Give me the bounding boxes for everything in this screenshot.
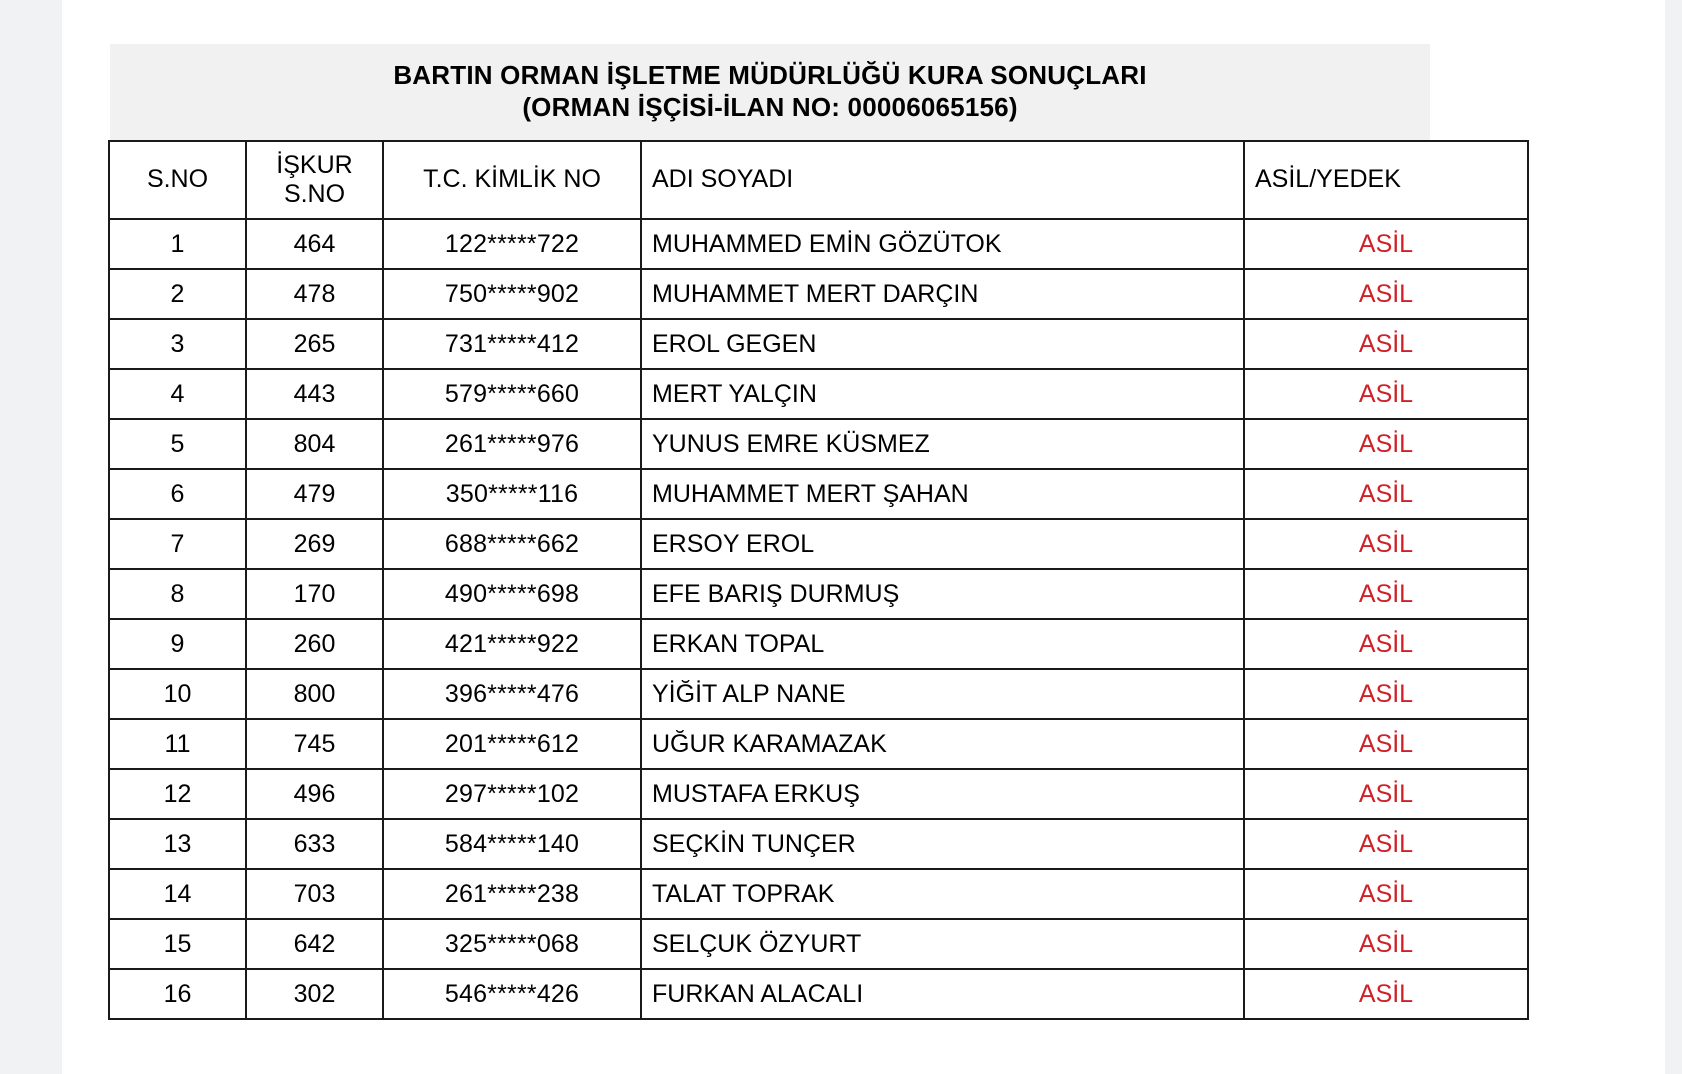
document-page — [62, 0, 1665, 1074]
document-title-secondary: (ORMAN İŞÇİSİ-İLAN NO: 00006065156) — [522, 92, 1018, 122]
cell-iskur-sno: 642 — [246, 919, 383, 969]
cell-iskur-sno: 464 — [246, 219, 383, 269]
cell-iskur-sno: 479 — [246, 469, 383, 519]
cell-iskur-sno: 170 — [246, 569, 383, 619]
table-row — [109, 819, 1528, 869]
table-row — [109, 919, 1528, 969]
cell-iskur-sno: 804 — [246, 419, 383, 469]
table-row — [109, 369, 1528, 419]
cell-adi-soyadi: FURKAN ALACALI — [641, 969, 1244, 1019]
cell-adi-soyadi: YİĞİT ALP NANE — [641, 669, 1244, 719]
kura-results-table — [108, 140, 1529, 1020]
cell-adi-soyadi: MUHAMMED EMİN GÖZÜTOK — [641, 219, 1244, 269]
cell-asil-yedek: ASİL — [1244, 469, 1528, 519]
table-row — [109, 569, 1528, 619]
cell-tc-kimlik-no: 421*****922 — [383, 619, 641, 669]
document-title-primary: BARTIN ORMAN İŞLETME MÜDÜRLÜĞÜ KURA SONUÇLARI — [393, 60, 1147, 91]
cell-asil-yedek: ASİL — [1244, 219, 1528, 269]
table-body — [109, 219, 1528, 1019]
cell-adi-soyadi: SEÇKİN TUNÇER — [641, 819, 1244, 869]
table-row — [109, 419, 1528, 469]
cell-asil-yedek: ASİL — [1244, 319, 1528, 369]
cell-tc-kimlik-no: 731*****412 — [383, 319, 641, 369]
cell-adi-soyadi: MUHAMMET MERT ŞAHAN — [641, 469, 1244, 519]
cell-tc-kimlik-no: 490*****698 — [383, 569, 641, 619]
cell-tc-kimlik-no: 261*****976 — [383, 419, 641, 469]
cell-tc-kimlik-no: 122*****722 — [383, 219, 641, 269]
cell-sno: 5 — [109, 419, 246, 469]
cell-sno: 7 — [109, 519, 246, 569]
cell-sno: 2 — [109, 269, 246, 319]
column-header-iskur-sno — [246, 141, 383, 219]
cell-adi-soyadi: MUSTAFA ERKUŞ — [641, 769, 1244, 819]
cell-adi-soyadi: UĞUR KARAMAZAK — [641, 719, 1244, 769]
cell-asil-yedek: ASİL — [1244, 419, 1528, 469]
cell-sno: 15 — [109, 919, 246, 969]
table-row — [109, 969, 1528, 1019]
cell-tc-kimlik-no: 350*****116 — [383, 469, 641, 519]
cell-sno: 16 — [109, 969, 246, 1019]
table-row — [109, 669, 1528, 719]
cell-sno: 8 — [109, 569, 246, 619]
cell-tc-kimlik-no: 325*****068 — [383, 919, 641, 969]
cell-sno: 3 — [109, 319, 246, 369]
table-row — [109, 219, 1528, 269]
column-header-tc-kimlik-no: T.C. KİMLİK NO — [383, 141, 641, 219]
table-header-row — [109, 141, 1528, 219]
cell-tc-kimlik-no: 546*****426 — [383, 969, 641, 1019]
cell-adi-soyadi: MERT YALÇIN — [641, 369, 1244, 419]
cell-asil-yedek: ASİL — [1244, 369, 1528, 419]
cell-adi-soyadi: EFE BARIŞ DURMUŞ — [641, 569, 1244, 619]
cell-asil-yedek: ASİL — [1244, 269, 1528, 319]
cell-sno: 1 — [109, 219, 246, 269]
table-row — [109, 619, 1528, 669]
cell-iskur-sno: 496 — [246, 769, 383, 819]
cell-iskur-sno: 443 — [246, 369, 383, 419]
table-row — [109, 469, 1528, 519]
cell-tc-kimlik-no: 396*****476 — [383, 669, 641, 719]
table-row — [109, 719, 1528, 769]
cell-tc-kimlik-no: 688*****662 — [383, 519, 641, 569]
cell-adi-soyadi: ERSOY EROL — [641, 519, 1244, 569]
column-header-adi-soyadi: ADI SOYADI — [641, 141, 1244, 219]
cell-sno: 13 — [109, 819, 246, 869]
cell-sno: 6 — [109, 469, 246, 519]
cell-adi-soyadi: YUNUS EMRE KÜSMEZ — [641, 419, 1244, 469]
cell-tc-kimlik-no: 297*****102 — [383, 769, 641, 819]
cell-iskur-sno: 269 — [246, 519, 383, 569]
cell-adi-soyadi: MUHAMMET MERT DARÇIN — [641, 269, 1244, 319]
cell-tc-kimlik-no: 579*****660 — [383, 369, 641, 419]
table-row — [109, 769, 1528, 819]
cell-asil-yedek: ASİL — [1244, 719, 1528, 769]
cell-sno: 9 — [109, 619, 246, 669]
column-header-iskur-line1: İŞKUR — [276, 150, 353, 179]
cell-iskur-sno: 633 — [246, 819, 383, 869]
cell-iskur-sno: 265 — [246, 319, 383, 369]
cell-iskur-sno: 703 — [246, 869, 383, 919]
cell-iskur-sno: 302 — [246, 969, 383, 1019]
cell-sno: 14 — [109, 869, 246, 919]
table-row — [109, 869, 1528, 919]
table-row — [109, 519, 1528, 569]
cell-sno: 4 — [109, 369, 246, 419]
viewer-left-gutter — [0, 0, 62, 1074]
cell-asil-yedek: ASİL — [1244, 969, 1528, 1019]
cell-adi-soyadi: EROL GEGEN — [641, 319, 1244, 369]
cell-asil-yedek: ASİL — [1244, 919, 1528, 969]
cell-asil-yedek: ASİL — [1244, 819, 1528, 869]
cell-sno: 11 — [109, 719, 246, 769]
table-row — [109, 269, 1528, 319]
cell-asil-yedek: ASİL — [1244, 869, 1528, 919]
column-header-iskur-line2: S.NO — [283, 180, 346, 208]
table-row — [109, 319, 1528, 369]
cell-iskur-sno: 478 — [246, 269, 383, 319]
cell-asil-yedek: ASİL — [1244, 569, 1528, 619]
column-header-asil-yedek: ASİL/YEDEK — [1244, 141, 1528, 219]
cell-adi-soyadi: ERKAN TOPAL — [641, 619, 1244, 669]
cell-tc-kimlik-no: 750*****902 — [383, 269, 641, 319]
cell-sno: 10 — [109, 669, 246, 719]
viewer-right-gutter — [1665, 0, 1682, 1074]
cell-asil-yedek: ASİL — [1244, 669, 1528, 719]
cell-tc-kimlik-no: 261*****238 — [383, 869, 641, 919]
cell-asil-yedek: ASİL — [1244, 619, 1528, 669]
cell-tc-kimlik-no: 584*****140 — [383, 819, 641, 869]
cell-sno: 12 — [109, 769, 246, 819]
cell-tc-kimlik-no: 201*****612 — [383, 719, 641, 769]
table-header — [109, 141, 1528, 219]
cell-adi-soyadi: TALAT TOPRAK — [641, 869, 1244, 919]
cell-adi-soyadi: SELÇUK ÖZYURT — [641, 919, 1244, 969]
cell-iskur-sno: 745 — [246, 719, 383, 769]
document-title-block — [110, 44, 1430, 140]
cell-asil-yedek: ASİL — [1244, 769, 1528, 819]
column-header-sno: S.NO — [109, 141, 246, 219]
cell-asil-yedek: ASİL — [1244, 519, 1528, 569]
cell-iskur-sno: 260 — [246, 619, 383, 669]
cell-iskur-sno: 800 — [246, 669, 383, 719]
